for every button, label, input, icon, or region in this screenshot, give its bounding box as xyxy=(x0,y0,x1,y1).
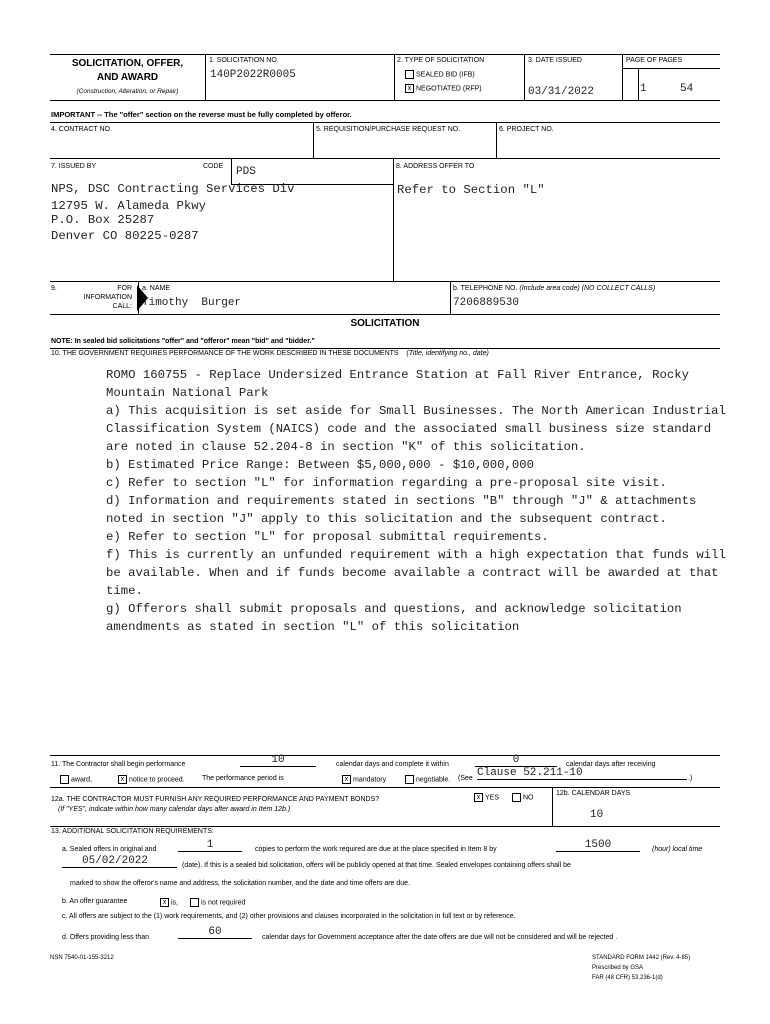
item-13a-text2: copies to perform the work required are due at the place specified in Item 8 by xyxy=(255,846,497,853)
sealed-bid-label: SEALED BID (IFB) xyxy=(416,71,475,79)
guarantee-is-checkbox[interactable]: x xyxy=(160,898,169,907)
issuer-address-line3: P.O. Box 25287 xyxy=(51,213,155,227)
due-date-field[interactable] xyxy=(62,855,177,868)
description-line: ROMO 160755 - Replace Undersized Entrance Station at Fall River Entrance, Rocky xyxy=(106,368,689,382)
page-of-pages-label: PAGE OF PAGES xyxy=(626,57,683,64)
sealed-bid-checkbox[interactable] xyxy=(405,70,414,79)
item-10-label-text: 10. THE GOVERNMENT REQUIRES PERFORMANCE OF THE WORK DESCRIBED IN THESE DOCUMENTS xyxy=(51,350,399,357)
negotiated-option[interactable] xyxy=(405,84,482,93)
description-line: amendments as stated in section "L" of this solicitation xyxy=(106,620,520,634)
negotiated-label: NEGOTIATED (RFP) xyxy=(416,85,482,93)
item-13c-text: c. All offers are subject to the (1) work requirements, and (2) other provisions and clauses incorporated in the solicitation in full text or by reference. xyxy=(62,913,516,920)
sealed-bid-note: NOTE: In sealed bid solicitations "offer" and "offeror" mean "bid" and "bidder." xyxy=(51,338,315,345)
prescribed-by: Prescribed by GSA xyxy=(592,965,644,971)
item-13a-text1: a. Sealed offers in original and xyxy=(62,846,157,853)
award-checkbox[interactable] xyxy=(60,775,69,784)
negotiated-checkbox[interactable]: x xyxy=(405,84,414,93)
due-date-value: 05/02/2022 xyxy=(82,855,149,867)
clause-close-text: .) xyxy=(688,775,693,782)
total-pages: 54 xyxy=(680,83,694,95)
item-13-label: 13. ADDITIONAL SOLICITATION REQUIREMENTS: xyxy=(51,828,214,835)
far-reference: FAR (48 CFR) 53.236-1(d) xyxy=(592,975,663,981)
negotiable-checkbox[interactable] xyxy=(405,775,414,784)
issuer-address-line1: NPS, DSC Contracting Services Div xyxy=(51,182,295,196)
description-line: e) Refer to section "L" for proposal submittal requirements. xyxy=(106,530,549,544)
description-line: d) Information and requirements stated in sections "B" through "J" & attachments xyxy=(106,494,697,508)
award-label: award, xyxy=(71,776,93,784)
description-line: f) This is currently an unfunded requirement with a high expectation that funds will xyxy=(106,548,726,562)
description-line: g) Offerors shall submit proposals and questions, and acknowledge solicitation xyxy=(106,602,682,616)
guarantee-not-label: is not required xyxy=(201,899,246,907)
description-line: c) Refer to section "L" for information regarding a pre-proposal site visit. xyxy=(106,476,667,490)
mandatory-option[interactable] xyxy=(342,775,386,784)
project-no-label: 6. PROJECT NO. xyxy=(499,126,554,133)
item-12b-label: 12b. CALENDAR DAYS xyxy=(556,790,631,797)
description-line: noted in section "J" apply to this solicitation and the subsequent contract. xyxy=(106,512,667,526)
work-description xyxy=(106,366,726,636)
hour-label: (hour) local time xyxy=(652,846,703,853)
item-9-number: 9. xyxy=(51,285,57,292)
standard-form-number: STANDARD FORM 1442 (Rev. 4-85) xyxy=(592,955,691,961)
negotiable-label: negotiable. xyxy=(416,776,451,784)
solicitation-no-label: 1. SOLICITATION NO. xyxy=(209,57,279,64)
clause-field[interactable]: Clause 52.211-10 xyxy=(477,767,687,780)
complete-within-text: calendar days and complete it within xyxy=(336,761,449,768)
see-text: (See xyxy=(458,775,473,782)
solicitation-heading: SOLICITATION xyxy=(350,318,420,329)
contract-no-label: 4. CONTRACT NO. xyxy=(51,126,112,133)
description-line: are noted in clause 52.204-8 in section "K" of this solicitation. xyxy=(106,440,586,454)
item-12a-label: 12a. THE CONTRACTOR MUST FURNISH ANY REQUIRED PERFORMANCE AND PAYMENT BONDS? xyxy=(51,796,380,803)
notice-option[interactable] xyxy=(118,775,185,784)
date-issued-label: 3. DATE ISSUED xyxy=(528,57,582,64)
bonds-yes-checkbox[interactable]: x xyxy=(474,793,483,802)
issuer-address-line2: 12795 W. Alameda Pkwy xyxy=(51,199,206,213)
complete-days-field[interactable]: 0 xyxy=(475,754,557,767)
description-line: b) Estimated Price Range: Between $5,000,000 - $10,000,000 xyxy=(106,458,535,472)
description-line: time. xyxy=(106,584,143,598)
contact-name-label: a. NAME xyxy=(142,285,171,292)
after-receiving-text: calendar days after receiving xyxy=(566,761,656,768)
telephone-field[interactable]: 7206889530 xyxy=(453,297,520,309)
solicitation-type-label: 2. TYPE OF SOLICITATION xyxy=(397,57,485,64)
telephone-label-text: b. TELEPHONE NO. xyxy=(453,285,518,292)
item-13d-text1: d. Offers providing less than xyxy=(62,934,150,941)
form-title-sub: (Construction, Alteration, or Repair) xyxy=(76,88,179,95)
award-option[interactable] xyxy=(60,775,92,784)
for-info-line3: CALL: xyxy=(112,303,132,310)
item-13b-text: b. An offer guarantee xyxy=(62,898,128,905)
copies-field[interactable]: 1 xyxy=(178,839,242,852)
description-line: be available. When and if funds become available a contract will be awarded at that xyxy=(106,566,719,580)
guarantee-is-label: is, xyxy=(171,899,178,907)
issued-by-label: 7. ISSUED BY xyxy=(51,163,97,170)
item-10-label xyxy=(51,350,489,357)
calendar-days-field[interactable]: 10 xyxy=(590,809,604,821)
nsn-number: NSN 7540-01-155-3212 xyxy=(50,955,114,961)
notice-label: notice to proceed. xyxy=(129,776,185,784)
code-label: CODE xyxy=(203,163,224,170)
mandatory-label: mandatory xyxy=(353,776,387,784)
item-13d-text2: calendar days for Government acceptance after the date offers are due will not be considered and will be rejected . xyxy=(262,934,618,941)
page-number: 1 xyxy=(640,83,647,95)
guarantee-not-checkbox[interactable] xyxy=(190,898,199,907)
bonds-no-label: NO xyxy=(523,794,534,802)
mandatory-checkbox[interactable]: x xyxy=(342,775,351,784)
acceptance-days-field[interactable]: 60 xyxy=(178,926,252,939)
date-explanation-text: (date). If this is a sealed bid solicitation, offers will be publicly opened at that time. Sealed envelopes containing offers shall be xyxy=(182,862,571,869)
marked-text: marked to show the offeror's name and address, the solicitation number, and the date and time offers are due. xyxy=(70,880,411,887)
form-title-line1: SOLICITATION, OFFER, xyxy=(71,58,184,69)
address-offer-label: 8. ADDRESS OFFER TO xyxy=(396,163,475,170)
performance-period-text: The performance period is xyxy=(202,775,284,782)
address-offer-field[interactable]: Refer to Section "L" xyxy=(397,183,545,197)
sealed-bid-option[interactable] xyxy=(405,70,475,79)
important-notice: IMPORTANT -- The "offer" section on the reverse must be fully completed by offeror. xyxy=(51,110,352,119)
code-field[interactable]: PDS xyxy=(236,166,256,178)
description-line: Mountain National Park xyxy=(106,386,269,400)
notice-checkbox[interactable]: x xyxy=(118,775,127,784)
bonds-yes-label: YES xyxy=(485,794,500,802)
for-info-line2: INFORMATION xyxy=(83,294,132,301)
bonds-no-option[interactable] xyxy=(512,793,534,802)
negotiable-option[interactable] xyxy=(405,775,450,784)
guarantee-is-option[interactable] xyxy=(160,898,178,907)
for-info-line1: FOR xyxy=(117,285,132,292)
solicitation-no-field[interactable]: 140P2022R0005 xyxy=(210,69,296,81)
telephone-note: (Include area code) (NO COLLECT CALLS) xyxy=(519,285,656,292)
bonds-yes-option[interactable] xyxy=(474,793,499,802)
guarantee-not-option[interactable] xyxy=(190,898,245,907)
item-11-label: 11. The Contractor shall begin performance xyxy=(51,761,186,768)
due-time-field[interactable]: 1500 xyxy=(556,839,640,852)
contact-name-field[interactable]: Timothy Burger xyxy=(142,297,242,309)
item-12a-note: (If "YES", indicate within how many calendar days after award in Item 12b.) xyxy=(58,806,291,813)
requisition-no-label: 5. REQUISITION/PURCHASE REQUEST NO. xyxy=(316,126,461,133)
item-10-note: (Title, identifying no., date) xyxy=(406,350,489,357)
description-line: Classification System (NAICS) code and the associated small business size standard xyxy=(106,422,712,436)
begin-days-field[interactable]: 10 xyxy=(240,754,316,767)
bonds-no-checkbox[interactable] xyxy=(512,793,521,802)
date-issued-field[interactable]: 03/31/2022 xyxy=(528,86,595,98)
form-title-line2: AND AWARD xyxy=(96,72,159,83)
issuer-address-line4: Denver CO 80225-0287 xyxy=(51,229,199,243)
description-line: a) This acquisition is set aside for Small Businesses. The North American Industrial xyxy=(106,404,726,418)
telephone-label xyxy=(453,285,655,292)
